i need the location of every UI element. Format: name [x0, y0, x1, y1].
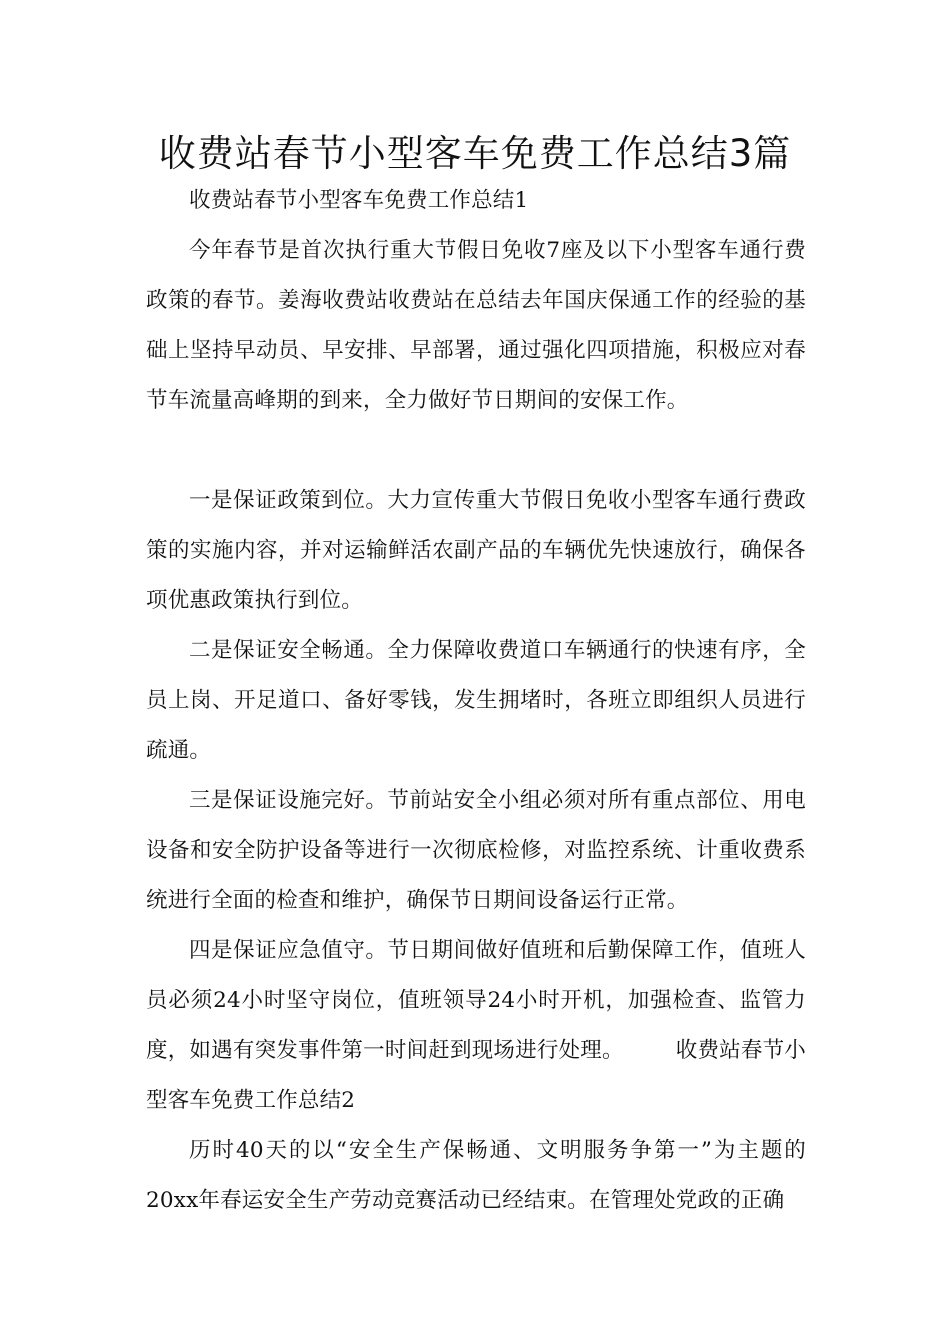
document-body: [146, 176, 806, 1226]
section-heading-2: 收费站春节小型客车免费工作总结2: [146, 1038, 807, 1113]
paragraph-intro: 今年春节是首次执行重大节假日免收7座及以下小型客车通行费政策的春节。姜海收费站收费站在总结去年国庆保通工作的经验的基础上坚持早动员、早安排、早部署，通过强化四项措施，积极应对春节车流量高峰期的到来，全力做好节日期间的安保工作。: [146, 238, 806, 413]
paragraph-measure-1: 一是保证政策到位。大力宣传重大节假日免收小型客车通行费政策的实施内容，并对运输鲜活农副产品的车辆优先快速放行，确保各项优惠政策执行到位。: [146, 488, 806, 613]
blank-line: [146, 426, 806, 476]
paragraph-measure-4: [146, 926, 806, 1126]
paragraph-measure-3: 三是保证设施完好。节前站安全小组必须对所有重点部位、用电设备和安全防护设备等进行一次彻底检修，对监控系统、计重收费系统进行全面的检查和维护，确保节日期间设备运行正常。: [146, 788, 806, 913]
section-heading-1: 收费站春节小型客车免费工作总结1: [189, 188, 529, 213]
paragraph-measure-4-text: 四是保证应急值守。节日期间做好值班和后勤保障工作，值班人员必须24小时坚守岗位，值班领导24小时开机，加强检查、监管力度，如遇有突发事件第一时间赶到现场进行处理。: [146, 938, 806, 1063]
paragraph-section2-intro: 历时40天的以“安全生产保畅通、文明服务争第一”为主题的20xx年春运安全生产劳动竞赛活动已经结束。在管理处党政的正确: [146, 1138, 806, 1213]
paragraph-measure-2: 二是保证安全畅通。全力保障收费道口车辆通行的快速有序，全员上岗、开足道口、备好零钱，发生拥堵时，各班立即组织人员进行疏通。: [146, 638, 806, 763]
document-title: 收费站春节小型客车免费工作总结3篇: [158, 132, 792, 175]
